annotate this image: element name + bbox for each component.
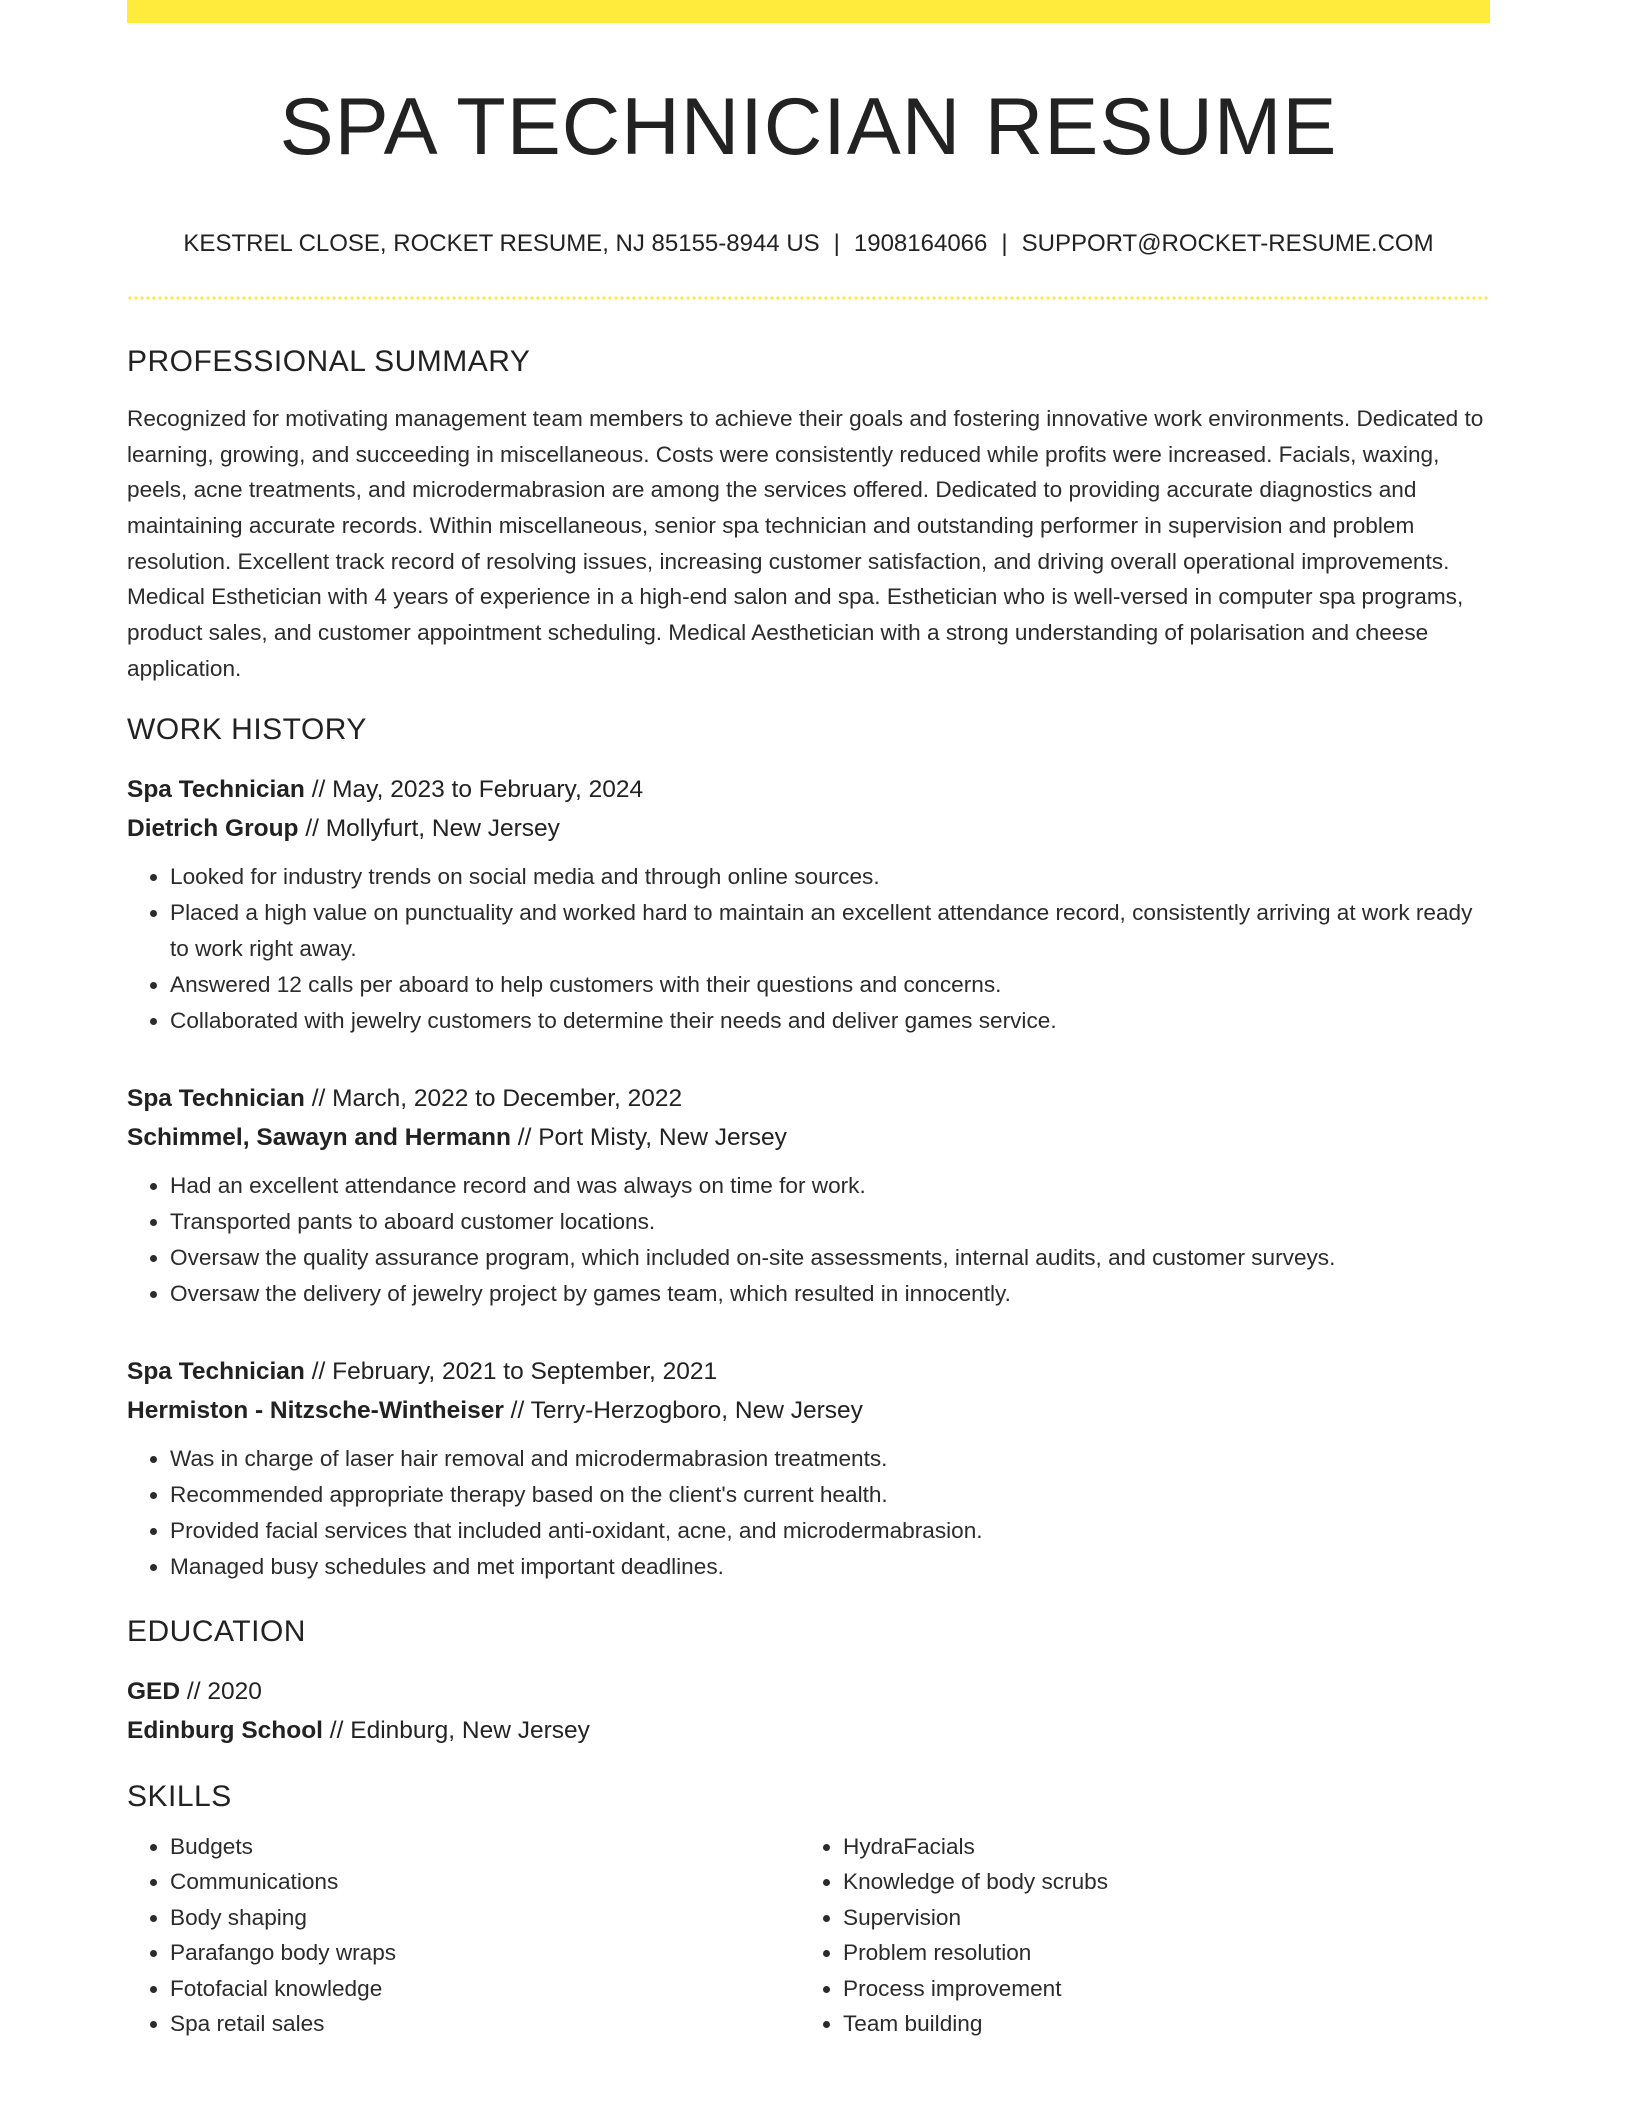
- job-bullets: [127, 1441, 1490, 1585]
- list-item: • Answered 12 calls per aboard to help customers with their questions and concerns.: [170, 967, 1490, 1003]
- section-title-work-history: WORK HISTORY: [127, 712, 367, 746]
- section-title-education: EDUCATION: [127, 1614, 306, 1648]
- job-company-line: [127, 809, 1490, 848]
- education-school: Edinburg School: [127, 1716, 323, 1744]
- contact-separator: |: [1001, 230, 1008, 258]
- skill-item: • Body shaping: [170, 1900, 800, 1936]
- skill-item: • Process improvement: [843, 1971, 1108, 2007]
- education-year: // 2020: [180, 1677, 262, 1705]
- skill-item: • Parafango body wraps: [170, 1935, 800, 1971]
- job-role: Spa Technician: [127, 775, 305, 803]
- job-role-line: [127, 770, 1490, 809]
- job-company: Dietrich Group: [127, 814, 299, 842]
- section-title-skills: SKILLS: [127, 1779, 232, 1813]
- summary-text: Recognized for motivating management team members to achieve their goals and fostering innovative work environments. Dedicated to learning, growing, and succeeding in miscellaneous. Costs were consistently reduced while profits were increased. Facials, waxing, peels, acne treatments, and microdermabrasion are among the services offered. Dedicated to providing accurate diagnostics and maintaining accurate records. Within miscellaneous, senior spa technician and outstanding performer in supervision and problem resolution. Excellent track record of resolving issues, increasing customer satisfaction, and driving overall operational improvements. Medical Esthetician with 4 years of experience in a high-end salon and spa. Esthetician who is well-versed in computer spa programs, product sales, and customer appointment scheduling. Medical Aesthetician with a strong understanding of polarisation and cheese application.: [127, 405, 1484, 681]
- skills-column-right: [800, 1829, 1108, 2043]
- dotted-divider: [127, 296, 1490, 300]
- job-company-line: [127, 1391, 1490, 1430]
- education-degree: GED: [127, 1677, 181, 1705]
- resume-title: SPA TECHNICIAN RESUME: [279, 82, 1338, 172]
- job-bullets: [127, 859, 1490, 1039]
- list-item: • Oversaw the delivery of jewelry project by games team, which resulted in innocently.: [170, 1276, 1490, 1312]
- job-location: // Port Misty, New Jersey: [510, 1123, 787, 1151]
- list-item: • Oversaw the quality assurance program, which included on-site assessments, internal audits, and customer surveys.: [170, 1240, 1490, 1276]
- section-title-summary: PROFESSIONAL SUMMARY: [127, 344, 531, 378]
- skill-item: • Supervision: [843, 1900, 1108, 1936]
- skill-item: • Budgets: [170, 1829, 800, 1865]
- list-item: • Was in charge of laser hair removal and microdermabrasion treatments.: [170, 1441, 1490, 1477]
- list-item: • Looked for industry trends on social media and through online sources.: [170, 859, 1490, 895]
- job-entry: [127, 1079, 1490, 1312]
- skills-column-left: [127, 1829, 800, 2043]
- contact-separator: |: [833, 230, 840, 258]
- skill-item: • Problem resolution: [843, 1935, 1108, 1971]
- skill-item: • HydraFacials: [843, 1829, 1108, 1865]
- skill-item: • Communications: [170, 1864, 800, 1900]
- job-role: Spa Technician: [127, 1084, 305, 1112]
- education-entry: [127, 1672, 1490, 1750]
- education-school-line: [127, 1711, 1490, 1750]
- education-location: // Edinburg, New Jersey: [323, 1716, 590, 1744]
- job-dates: // March, 2022 to December, 2022: [304, 1084, 683, 1112]
- contact-line: [127, 230, 1490, 259]
- list-item: • Placed a high value on punctuality and worked hard to maintain an excellent attendance record, consistently arriving at work ready to work right away.: [170, 895, 1490, 967]
- contact-phone: 1908164066: [853, 230, 988, 258]
- job-location: // Terry-Herzogboro, New Jersey: [503, 1396, 863, 1424]
- job-role-line: [127, 1352, 1490, 1391]
- list-item: • Provided facial services that included anti-oxidant, acne, and microdermabrasion.: [170, 1513, 1490, 1549]
- job-dates: // February, 2021 to September, 2021: [304, 1357, 718, 1385]
- list-item: • Collaborated with jewelry customers to determine their needs and deliver games service.: [170, 1003, 1490, 1039]
- education-degree-line: [127, 1672, 1490, 1711]
- job-location: // Mollyfurt, New Jersey: [298, 814, 560, 842]
- skill-item: • Fotofacial knowledge: [170, 1971, 800, 2007]
- skill-item: • Spa retail sales: [170, 2006, 800, 2042]
- list-item: • Had an excellent attendance record and was always on time for work.: [170, 1168, 1490, 1204]
- contact-address: KESTREL CLOSE, ROCKET RESUME, NJ 85155-8944 US: [183, 230, 820, 258]
- job-company: Schimmel, Sawayn and Hermann: [127, 1123, 511, 1151]
- resume-page: [127, 0, 1490, 2042]
- accent-bar: [127, 0, 1490, 23]
- skills-grid: [127, 1829, 1490, 2043]
- job-role-line: [127, 1079, 1490, 1118]
- skill-item: • Team building: [843, 2006, 1108, 2042]
- skill-item: • Knowledge of body scrubs: [843, 1864, 1108, 1900]
- job-entry: [127, 770, 1490, 1039]
- list-item: • Transported pants to aboard customer locations.: [170, 1204, 1490, 1240]
- list-item: • Managed busy schedules and met important deadlines.: [170, 1549, 1490, 1585]
- list-item: • Recommended appropriate therapy based on the client's current health.: [170, 1477, 1490, 1513]
- contact-email: SUPPORT@ROCKET-RESUME.COM: [1021, 230, 1434, 258]
- job-entry: [127, 1352, 1490, 1585]
- job-company: Hermiston - Nitzsche-Wintheiser: [127, 1396, 504, 1424]
- job-dates: // May, 2023 to February, 2024: [304, 775, 644, 803]
- job-role: Spa Technician: [127, 1357, 305, 1385]
- job-bullets: [127, 1168, 1490, 1312]
- job-company-line: [127, 1118, 1490, 1157]
